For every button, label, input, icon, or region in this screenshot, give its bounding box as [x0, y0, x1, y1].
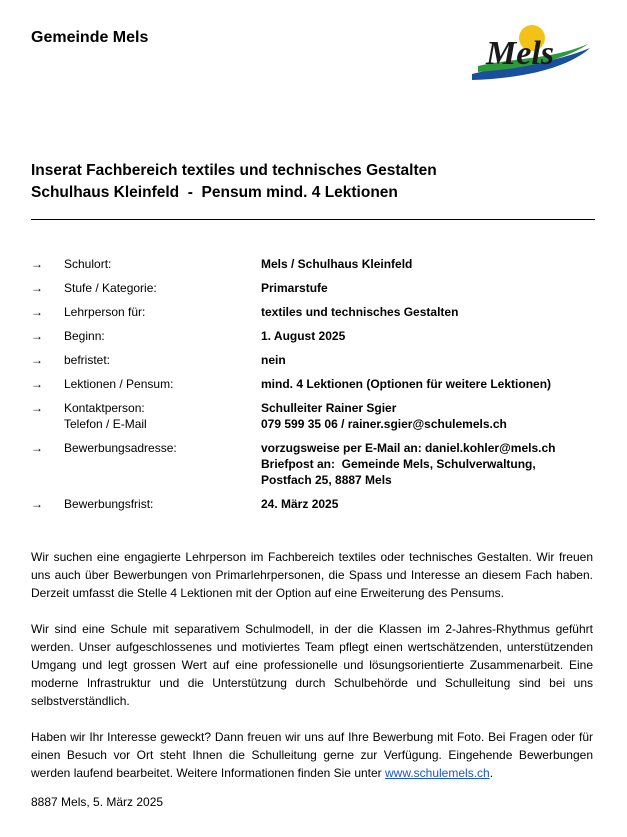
detail-row-befristet	[31, 352, 595, 368]
body-text	[31, 548, 593, 800]
detail-value: 24. März 2025	[261, 497, 339, 511]
paragraph-contact-text: Haben wir Ihr Interesse geweckt? Dann freuen wir uns auf Ihre Bewerbung mit Foto. Bei Fragen oder für einen Besuch vor Ort steht Ihnen die Schulleitung gerne zur Verfügung. Eingehende Bewerbungen werden laufend bearbeitet. Weitere Informationen finden Sie unter	[31, 730, 593, 780]
detail-label: Lehrperson für:	[64, 305, 146, 319]
logo-text: Mels	[486, 35, 554, 72]
detail-label: Bewerbungsfrist:	[64, 497, 154, 511]
detail-row-pensum	[31, 376, 595, 392]
detail-value: Primarstufe	[261, 281, 328, 295]
detail-value: nein	[261, 353, 286, 367]
arrow-icon: →	[31, 377, 43, 391]
details-list	[31, 256, 595, 512]
arrow-icon: →	[31, 305, 43, 319]
arrow-icon: →	[31, 401, 43, 415]
detail-value-line-3: Postfach 25, 8887 Mels	[261, 473, 392, 487]
detail-row-beginn	[31, 328, 595, 344]
detail-label-line-2: Telefon / E-Mail	[64, 417, 147, 431]
detail-value: 1. August 2025	[261, 329, 346, 343]
arrow-icon: →	[31, 497, 43, 511]
paragraph-contact-end: .	[489, 766, 494, 780]
paragraph-school: Wir sind eine Schule mit separativem Schulmodell, in der die Klassen im 2-Jahres-Rhythmus geführt werden. Unser aufgeschlossenes und motiviertes Team pflegt einen wertschätzenden, unterstützenden Umgang und legt grossen Wert auf eine professionelle und lösungsorientierte Zusammenarbeit. Eine moderne Infrastruktur und die Unterstützung durch Schulbehörde und Schulleitung sind bei uns selbstverständlich.	[31, 622, 593, 708]
place-date: 8887 Mels, 5. März 2025	[31, 795, 164, 809]
detail-label: befristet:	[64, 353, 111, 367]
detail-value-line-2: Briefpost an: Gemeinde Mels, Schulverwaltung,	[261, 457, 536, 471]
detail-value-line-1: vorzugsweise per E-Mail an: daniel.kohler@mels.ch	[261, 441, 556, 455]
arrow-icon: →	[31, 257, 43, 271]
detail-value-line-2: 079 599 35 06 / rainer.sgier@schulemels.ch	[261, 417, 507, 431]
detail-label	[64, 400, 261, 432]
arrow-icon: →	[31, 353, 43, 367]
paragraph-intro: Wir suchen eine engagierte Lehrperson im Fachbereich textiles oder technisches Gestalten. Wir freuen uns auch über Bewerbungen von Primarlehrpersonen, die Spass und Interesse an diesem Fach haben. Derzeit umfasst die Stelle 4 Lektionen mit der Option auf eine Erweiterung des Pensums.	[31, 550, 593, 600]
detail-value: textiles und technisches Gestalten	[261, 305, 459, 319]
detail-row-schulort	[31, 256, 595, 272]
detail-value: Mels / Schulhaus Kleinfeld	[261, 257, 413, 271]
arrow-icon: →	[31, 441, 43, 455]
detail-label: Schulort:	[64, 257, 112, 271]
detail-label: Lektionen / Pensum:	[64, 377, 174, 391]
arrow-icon: →	[31, 281, 43, 295]
detail-label: Beginn:	[64, 329, 105, 343]
mels-logo	[470, 22, 592, 82]
detail-row-bewerbungsfrist	[31, 496, 595, 512]
organization-name: Gemeinde Mels	[31, 29, 149, 46]
detail-label: Bewerbungsadresse:	[64, 441, 177, 455]
title-divider	[31, 219, 595, 220]
paragraph-contact	[31, 728, 593, 782]
detail-label-line-1: Kontaktperson:	[64, 401, 145, 415]
detail-value-line-1: Schulleiter Rainer Sgier	[261, 401, 397, 415]
detail-label: Stufe / Kategorie:	[64, 281, 157, 295]
title-line-1: Inserat Fachbereich textiles und technisches Gestalten	[31, 162, 437, 179]
detail-value	[261, 440, 595, 488]
page-title	[31, 160, 437, 204]
detail-value	[261, 400, 595, 432]
detail-row-bewerbungsadresse	[31, 440, 595, 488]
detail-value: mind. 4 Lektionen (Optionen für weitere Lektionen)	[261, 377, 552, 391]
title-line-2: Schulhaus Kleinfeld - Pensum mind. 4 Lektionen	[31, 184, 398, 201]
detail-row-lehrperson	[31, 304, 595, 320]
website-link[interactable]: www.schulemels.ch	[385, 766, 490, 780]
detail-row-stufe	[31, 280, 595, 296]
detail-row-kontakt	[31, 400, 595, 432]
arrow-icon: →	[31, 329, 43, 343]
